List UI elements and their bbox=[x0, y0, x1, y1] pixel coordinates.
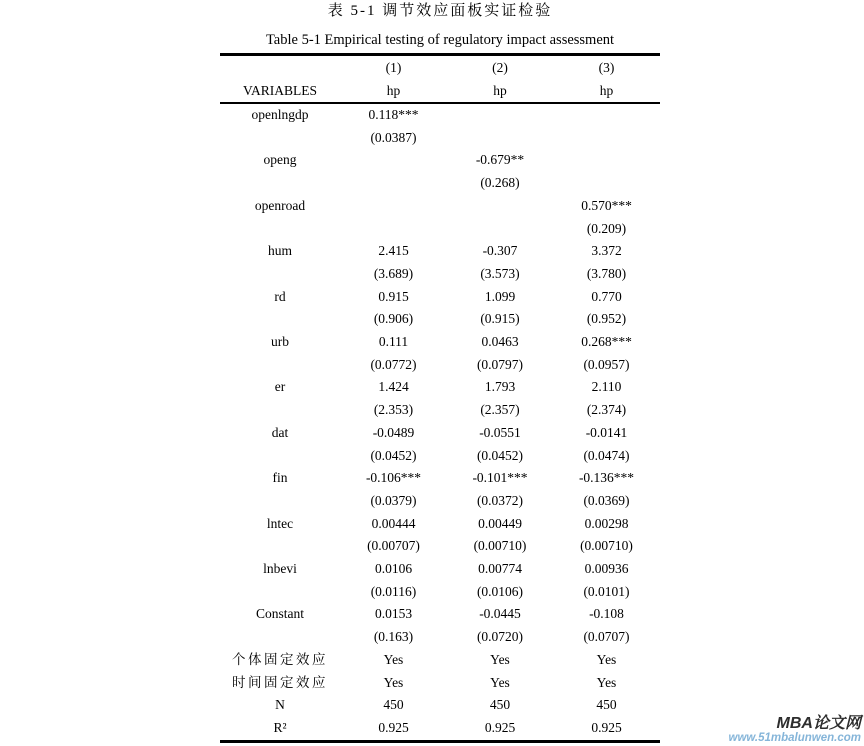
value-cell bbox=[447, 195, 553, 218]
value-cell: -0.136*** bbox=[578, 470, 635, 486]
value-cell: 0.0463 bbox=[481, 334, 519, 350]
value-cell: (0.0369) bbox=[583, 492, 630, 508]
table-header bbox=[220, 55, 660, 104]
table-row bbox=[220, 354, 660, 377]
value-cell: (0.209) bbox=[586, 220, 627, 236]
table-row bbox=[220, 103, 660, 127]
value-cell: (0.0957) bbox=[583, 356, 630, 372]
row-label-cell bbox=[220, 490, 340, 513]
value-cell: 2.415 bbox=[378, 243, 409, 259]
value-cell: 0.570*** bbox=[581, 197, 632, 213]
value-cell: 0.00444 bbox=[371, 515, 416, 531]
value-cell bbox=[553, 103, 660, 127]
value-cell bbox=[553, 149, 660, 172]
value-cell: Yes bbox=[596, 651, 617, 667]
value-cell: -0.0141 bbox=[585, 424, 628, 440]
regression-table bbox=[220, 53, 660, 743]
table-row bbox=[220, 195, 660, 218]
value-cell bbox=[340, 172, 447, 195]
watermark bbox=[729, 715, 862, 745]
table-row bbox=[220, 172, 660, 195]
value-cell: 0.925 bbox=[378, 719, 409, 735]
table-row bbox=[220, 308, 660, 331]
table-row bbox=[220, 445, 660, 468]
value-cell: 2.110 bbox=[591, 379, 622, 395]
value-cell: 0.118*** bbox=[368, 107, 419, 122]
value-cell: 3.372 bbox=[591, 243, 622, 259]
value-cell: (0.0707) bbox=[583, 629, 630, 645]
value-cell: 1.099 bbox=[484, 288, 516, 304]
model-number-row bbox=[220, 55, 660, 81]
row-label-cell bbox=[220, 626, 340, 649]
value-cell: -0.0445 bbox=[479, 606, 521, 622]
table-title-zh: 表 5-1 调节效应面板实证检验 bbox=[327, 3, 553, 19]
value-cell: (2.374) bbox=[586, 402, 627, 418]
model-number-cell: (1) bbox=[385, 60, 402, 75]
row-label-cell: dat bbox=[271, 424, 289, 440]
dependent-variable-row bbox=[220, 80, 660, 103]
row-label-cell: openg bbox=[263, 152, 297, 168]
value-cell: Yes bbox=[490, 674, 510, 690]
value-cell: 0.00298 bbox=[584, 515, 629, 531]
value-cell: (0.0474) bbox=[583, 447, 630, 463]
table-row bbox=[220, 399, 660, 422]
table-row bbox=[220, 694, 660, 717]
row-label-cell bbox=[220, 218, 340, 241]
value-cell: 0.00449 bbox=[478, 515, 522, 531]
value-cell: 1.424 bbox=[378, 379, 409, 395]
value-cell bbox=[553, 127, 660, 150]
value-cell: Yes bbox=[383, 651, 404, 667]
value-cell: (0.0452) bbox=[476, 447, 524, 463]
row-label-cell: R² bbox=[273, 719, 287, 735]
row-label-cell bbox=[220, 581, 340, 604]
table-row bbox=[220, 672, 660, 695]
row-label-cell: hum bbox=[267, 243, 292, 259]
table-title-en: Table 5-1 Empirical testing of regulatory impact assessment bbox=[265, 32, 615, 48]
value-cell: 0.0106 bbox=[374, 561, 413, 577]
value-cell: (0.906) bbox=[373, 311, 414, 327]
table-row bbox=[220, 513, 660, 536]
table-row bbox=[220, 286, 660, 309]
row-label-cell: urb bbox=[271, 334, 289, 350]
row-label-cell bbox=[220, 535, 340, 558]
value-cell: -0.0551 bbox=[479, 424, 521, 440]
value-cell: 0.925 bbox=[591, 719, 622, 735]
value-cell: (0.00710) bbox=[580, 538, 633, 554]
table-row bbox=[220, 240, 660, 263]
row-label-cell: er bbox=[274, 379, 286, 395]
table-row bbox=[220, 467, 660, 490]
value-cell: 0.00936 bbox=[584, 561, 629, 577]
value-cell: Yes bbox=[383, 674, 404, 690]
row-label-cell: rd bbox=[274, 288, 286, 304]
value-cell: (0.952) bbox=[586, 311, 627, 327]
value-cell: (0.0720) bbox=[476, 629, 524, 645]
table-row bbox=[220, 490, 660, 513]
row-label-cell bbox=[220, 445, 340, 468]
value-cell bbox=[447, 127, 553, 150]
value-cell: 450 bbox=[596, 697, 617, 713]
table-body bbox=[220, 103, 660, 741]
row-label-cell bbox=[220, 354, 340, 377]
value-cell: (0.0387) bbox=[370, 129, 417, 145]
value-cell: 0.111 bbox=[378, 334, 409, 350]
value-cell: 450 bbox=[489, 697, 511, 713]
value-cell: (0.00707) bbox=[367, 538, 420, 554]
value-cell bbox=[340, 218, 447, 241]
value-cell: (0.915) bbox=[480, 311, 520, 327]
value-cell: 0.268*** bbox=[581, 334, 632, 350]
value-cell: 0.0153 bbox=[374, 606, 413, 622]
table-row bbox=[220, 422, 660, 445]
value-cell: (0.0101) bbox=[583, 583, 630, 599]
value-cell bbox=[553, 172, 660, 195]
value-cell: 0.770 bbox=[591, 288, 622, 304]
table-row bbox=[220, 149, 660, 172]
row-label-cell: 个体固定效应 bbox=[232, 651, 328, 667]
row-label-cell: fin bbox=[272, 470, 288, 486]
row-label-cell: openroad bbox=[254, 197, 306, 213]
value-cell: 1.793 bbox=[484, 379, 516, 395]
table-row bbox=[220, 649, 660, 672]
value-cell: 0.915 bbox=[378, 288, 409, 304]
value-cell: (0.00710) bbox=[473, 538, 527, 554]
header-empty-cell bbox=[220, 55, 340, 81]
value-cell: Yes bbox=[490, 651, 510, 667]
value-cell: -0.108 bbox=[589, 606, 624, 622]
row-label-cell: N bbox=[275, 697, 285, 713]
row-label-cell: openlngdp bbox=[251, 107, 309, 122]
table-row bbox=[220, 127, 660, 150]
value-cell: (2.353) bbox=[373, 402, 414, 418]
value-cell: -0.101*** bbox=[472, 470, 528, 486]
value-cell: (3.780) bbox=[586, 265, 627, 281]
value-cell: (0.0116) bbox=[370, 583, 417, 599]
value-cell: Yes bbox=[596, 674, 617, 690]
value-cell: (2.357) bbox=[480, 402, 520, 418]
row-label-cell: lnbevi bbox=[263, 561, 297, 577]
row-label-cell bbox=[220, 308, 340, 331]
value-cell: -0.106*** bbox=[365, 470, 422, 486]
table-row bbox=[220, 626, 660, 649]
value-cell: -0.307 bbox=[482, 243, 518, 259]
row-label-cell bbox=[220, 263, 340, 286]
row-label-cell bbox=[220, 127, 340, 150]
value-cell: (0.268) bbox=[480, 175, 520, 191]
value-cell bbox=[340, 195, 447, 218]
dep-var-cell: hp bbox=[340, 80, 447, 103]
table-row bbox=[220, 717, 660, 741]
watermark-url: www.51mbalunwen.com bbox=[728, 732, 861, 744]
model-number-cell: (3) bbox=[598, 60, 615, 75]
value-cell: (3.689) bbox=[373, 265, 414, 281]
value-cell: (3.573) bbox=[480, 265, 520, 281]
row-label-cell bbox=[220, 399, 340, 422]
value-cell: (0.0772) bbox=[370, 356, 417, 372]
table-row bbox=[220, 558, 660, 581]
value-cell bbox=[447, 218, 553, 241]
row-label-cell: lntec bbox=[266, 515, 294, 531]
table-row bbox=[220, 376, 660, 399]
table-row bbox=[220, 263, 660, 286]
dep-var-cell: hp bbox=[447, 80, 553, 103]
value-cell: (0.163) bbox=[373, 629, 414, 645]
value-cell: (0.0372) bbox=[476, 492, 524, 508]
table-row bbox=[220, 581, 660, 604]
value-cell: (0.0797) bbox=[476, 356, 524, 372]
value-cell: -0.679** bbox=[475, 152, 525, 168]
dep-var-cell: hp bbox=[553, 80, 660, 103]
value-cell bbox=[447, 103, 553, 127]
value-cell: 0.00774 bbox=[478, 561, 522, 577]
table-row bbox=[220, 331, 660, 354]
model-number-cell: (2) bbox=[492, 60, 508, 75]
row-label-cell: 时间固定效应 bbox=[232, 674, 328, 690]
value-cell: 450 bbox=[383, 697, 404, 713]
value-cell: (0.0452) bbox=[370, 447, 417, 463]
table-row bbox=[220, 603, 660, 626]
table-row bbox=[220, 535, 660, 558]
row-label-cell: Constant bbox=[255, 606, 304, 622]
value-cell: (0.0106) bbox=[476, 583, 524, 599]
value-cell: (0.0379) bbox=[370, 492, 417, 508]
table-row bbox=[220, 218, 660, 241]
row-label-cell bbox=[220, 172, 340, 195]
value-cell bbox=[340, 149, 447, 172]
value-cell: 0.925 bbox=[484, 719, 516, 735]
variables-label-cell: VARIABLES bbox=[220, 80, 340, 103]
watermark-brand: MBA论文网 bbox=[776, 715, 861, 732]
value-cell: -0.0489 bbox=[372, 424, 415, 440]
